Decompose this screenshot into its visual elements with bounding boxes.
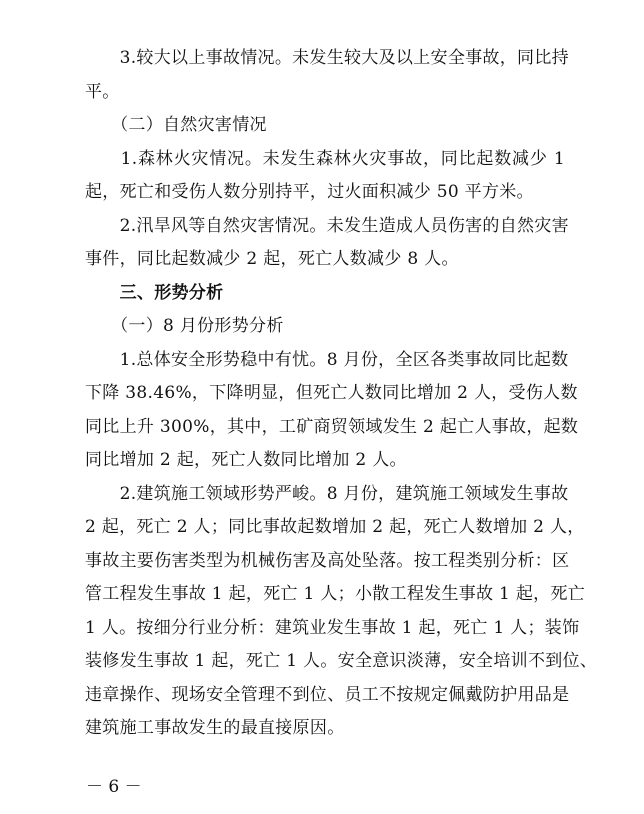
text-line: 1.森林火灾情况。未发生森林火灾事故，同比起数减少 1 (85, 148, 565, 169)
text-line: 1.总体安全形势稳中有忧。8 月份，全区各类事故同比起数 (85, 349, 569, 370)
text-line: 2 起，死亡 2 人；同比事故起数增加 2 起，死亡人数增加 2 人， (85, 517, 585, 537)
text-line: 装修发生事故 1 起，死亡 1 人。安全意识淡薄，安全培训不到位、 (85, 651, 598, 671)
text-line: 违章操作、现场安全管理不到位、员工不按规定佩戴防护用品是 (85, 684, 570, 705)
text-line: 下降 38.46%，下降明显，但死亡人数同比增加 2 人，受伤人数 (85, 383, 578, 403)
text-line: 起，死亡和受伤人数分别持平，过火面积减少 50 平方米。 (85, 182, 534, 202)
text-line: 同比增加 2 起，死亡人数同比增加 2 人。 (85, 450, 407, 470)
section-heading: 三、形势分析 (85, 282, 224, 303)
text-line: 2.建筑施工领域形势严峻。8 月份，建筑施工领域发生事故 (85, 483, 569, 504)
section-subheading: （一）8 月份形势分析 (85, 316, 284, 336)
text-line: 平。 (85, 81, 120, 102)
page-number: － 6 － (86, 777, 142, 797)
text-line: 1 人。按细分行业分析：建筑业发生事故 1 起，死亡 1 人；装饰 (85, 617, 580, 638)
text-line: 事故主要伤害类型为机械伤害及高处坠落。按工程类别分析：区 (85, 550, 570, 571)
text-line: 事件，同比起数减少 2 起，死亡人数减少 8 人。 (85, 249, 459, 269)
text-line: 建筑施工事故发生的最直接原因。 (85, 718, 345, 738)
section-subheading: （二）自然灾害情况 (85, 115, 267, 135)
text-line: 3.较大以上事故情况。未发生较大及以上安全事故，同比持 (85, 48, 569, 68)
text-line: 管工程发生事故 1 起，死亡 1 人；小散工程发生事故 1 起，死亡 (85, 584, 586, 604)
text-line: 同比上升 300%，其中，工矿商贸领域发生 2 起亡人事故，起数 (85, 416, 579, 437)
text-line: 2.汛旱风等自然灾害情况。未发生造成人员伤害的自然灾害 (85, 215, 569, 236)
